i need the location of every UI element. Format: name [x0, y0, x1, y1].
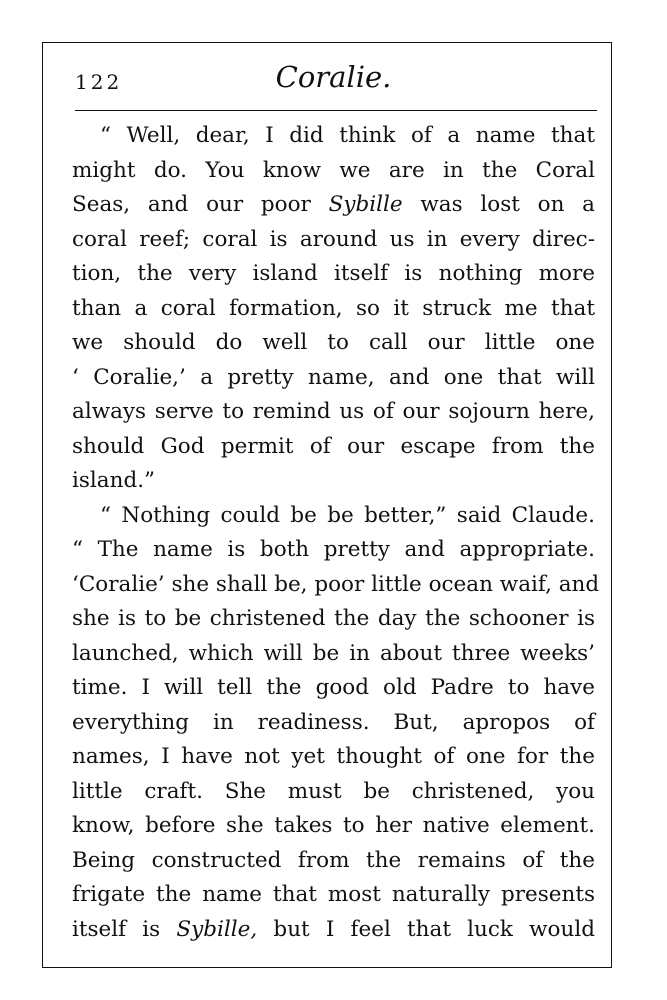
text-line: should God permit of our escape from the [72, 433, 595, 459]
text-line: itself is Sybille, but I feel that luck would [72, 916, 595, 942]
italic-emphasis: Sybille, [176, 916, 258, 942]
text-line: she is to be christened the day the schooner is [72, 606, 595, 631]
text-line: names, I have not yet thought of one for the [72, 744, 595, 769]
text-line: know, before she takes to her native element. [72, 813, 595, 838]
text-line: ‘ Coralie,’ a pretty name, and one that will [72, 364, 595, 390]
text-line: “ Nothing could be be better,” said Claude. [100, 502, 595, 528]
text-line: time. I will tell the good old Padre to have [72, 675, 595, 700]
body-text [72, 119, 600, 947]
text-line: launched, which will be in about three weeks’ [72, 640, 595, 666]
text-line: everything in readiness. But, apropos of [72, 709, 595, 735]
text-line: little craft. She must be christened, you [72, 778, 595, 804]
text-line: Being constructed from the remains of the [72, 847, 595, 873]
text-line: we should do well to call our little one [72, 330, 595, 355]
italic-emphasis: Sybille [328, 192, 403, 217]
text-line: island.” [72, 468, 156, 493]
text-line: “ The name is both pretty and appropriate. [72, 537, 595, 562]
text-line: always serve to remind us of our sojourn here, [72, 399, 595, 424]
text-line: frigate the name that most naturally presents [72, 882, 595, 907]
running-header [75, 58, 592, 108]
running-title: Coralie. [275, 60, 392, 94]
text-line: might do. You know we are in the Coral [72, 157, 595, 183]
text-line: coral reef; coral is around us in every direc- [72, 226, 595, 252]
text-line: “ Well, dear, I did think of a name that [100, 123, 595, 148]
text-line: than a coral formation, so it struck me that [72, 295, 595, 321]
header-rule [75, 110, 597, 111]
text-line: ‘Coralie’ she shall be, poor little ocean waif, and [72, 571, 600, 597]
page-number: 122 [75, 70, 123, 94]
text-line: Seas, and our poor Sybille was lost on a [72, 192, 595, 217]
text-line: tion, the very island itself is nothing more [72, 261, 595, 286]
